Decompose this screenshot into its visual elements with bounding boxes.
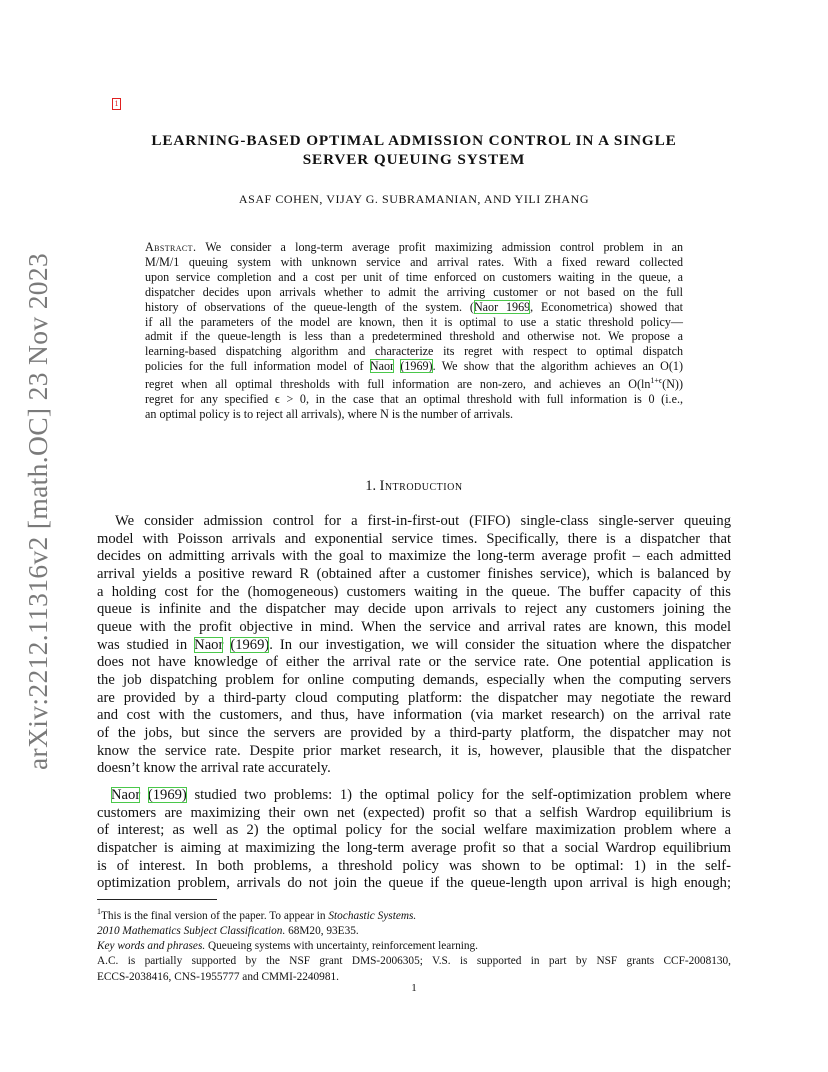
paragraph-line: queue with the profit objective in mind. When the service and arrival rates are known, this model bbox=[97, 618, 731, 635]
paragraph-line: is of interest. In both problems, a threshold policy was shown to be optimal: 1) in the self- bbox=[97, 857, 731, 874]
math-superscript: 1+ϵ bbox=[650, 376, 663, 386]
title-line-2: SERVER QUEUING SYSTEM bbox=[302, 151, 526, 168]
abstract-line: an optimal policy is to reject all arrivals), where N is the number of arrivals. bbox=[145, 407, 514, 421]
paragraph-2 bbox=[97, 787, 731, 893]
paragraph-1 bbox=[97, 513, 731, 778]
abstract-line: policies for the full information model of Naor (1969). We show that the algorithm achieves an O(1) bbox=[145, 359, 684, 374]
paragraph-line: a holding cost for the (homogeneous) customers waiting in the queue. The buffer capacity of this bbox=[97, 583, 731, 600]
citation-naor-year[interactable]: (1969) bbox=[230, 636, 270, 653]
abstract-line: upon service completion and a cost per unit of time enforced on customers waiting in the queue, a bbox=[145, 269, 683, 284]
paragraph-line: We consider admission control for a first-in-first-out (FIFO) single-class single-server queuing bbox=[115, 513, 731, 529]
citation-naor[interactable]: Naor bbox=[194, 636, 224, 653]
abstract-line: if all the parameters of the model are known, then it is optimal to use a static threshold policy— bbox=[145, 314, 683, 329]
paragraph-line: model with Poisson arrivals and exponential service times. Specifically, there is a dispatcher that bbox=[97, 530, 731, 547]
funding-note: A.C. is partially supported by the NSF grant DMS-2006305; V.S. is supported in part by NSF grants CCF-2008130, bbox=[97, 955, 731, 968]
abstract-label: Abstract. bbox=[145, 240, 197, 254]
title-footnote-link[interactable]: 1 bbox=[112, 98, 121, 110]
page-number: 1 bbox=[411, 982, 417, 994]
paragraph-line: Naor (1969) studied two problems: 1) the optimal policy for the self-optimization problem where bbox=[111, 787, 731, 803]
paragraph-line: queue is infinite and the dispatcher may decide upon arrivals to reject any customers joining the bbox=[97, 601, 731, 618]
footnotes bbox=[97, 904, 731, 985]
paragraph-line: doesn’t know the arrival rate accurately. bbox=[97, 760, 331, 777]
paper-title bbox=[100, 131, 728, 169]
abstract-line: learning-based dispatching algorithm and characterize its regret with respect to optimal dispatch bbox=[145, 344, 683, 359]
paragraph-line: the job dispatching problem for online computing demands, especially when the computing servers bbox=[97, 671, 731, 688]
section-title: Introduction bbox=[379, 478, 463, 494]
paragraph-line: and cost with the customers, and thus, have information (via market research) on the arrival rate bbox=[97, 707, 731, 724]
abstract bbox=[145, 240, 683, 422]
citation-naor[interactable]: Naor bbox=[369, 359, 395, 374]
footnote-divider bbox=[97, 899, 217, 900]
abstract-line: regret for any specified ϵ > 0, in the case that an optimal threshold with full information is 0 (i.e., bbox=[145, 392, 683, 407]
paragraph-line: decides on admitting arrivals with the goal to maximize the long-term average profit – each admitted bbox=[97, 548, 731, 565]
abstract-line: M/M/1 queuing system with unknown service and arrival rates. With a fixed reward collected bbox=[145, 254, 683, 269]
paragraph-line: was studied in Naor (1969). In our investigation, we will consider the situation where the dispatcher bbox=[97, 636, 731, 653]
citation-naor-year[interactable]: (1969) bbox=[147, 787, 187, 803]
abstract-line: regret when all optimal thresholds with full information are non-zero, and achieves an $O(\ln^{1+\epsilon}(N))$ bbox=[145, 376, 683, 392]
abstract-line: admit if the queue-length is less than a predetermined threshold and otherwise not. We propose a bbox=[145, 329, 683, 344]
footnote-1: $^1$This is the final version of the paper. To appear in Stochastic Systems. bbox=[97, 907, 417, 922]
abstract-line: history of observations of the queue-length of the system. (Naor 1969, Econometrica) showed that bbox=[145, 299, 684, 314]
section-number: 1. bbox=[365, 478, 377, 494]
citation-naor-1969[interactable]: Naor 1969 bbox=[473, 299, 531, 314]
msc-classification: 2010 Mathematics Subject Classification. 68M20, 93E35. bbox=[97, 924, 359, 937]
abstract-line: dispatcher decides upon arrivals whether to admit the arriving customer or not based on the full bbox=[145, 284, 683, 299]
paragraph-line: arrival yields a positive reward R (obtained after a customer finishes service), which is balanced by bbox=[97, 565, 731, 582]
funding-note-continued: ECCS-2038416, CNS-1955777 and CMMI-2240981. bbox=[97, 970, 339, 983]
paragraph-line: customers are maximizing their own net (expected) profit so that a selfish Wardrop equilibrium is bbox=[97, 804, 731, 821]
abstract-line: Abstract. We consider a long-term average profit maximizing admission control problem in an bbox=[145, 240, 683, 254]
keywords: Key words and phrases. Queueing systems with uncertainty, reinforcement learning. bbox=[97, 940, 478, 953]
paragraph-line: are provided by a third-party cloud computing platform: the dispatcher may negotiate the reward bbox=[97, 689, 731, 706]
arxiv-identifier-stamp[interactable]: arXiv:2212.11316v2 [math.OC] 23 Nov 2023 bbox=[22, 252, 53, 770]
paragraph-line: know the service rate. Despite prior market research, it is, however, plausible that the dispatcher bbox=[97, 742, 731, 759]
paragraph-line: does not have knowledge of either the arrival rate or the service rate. One potential application is bbox=[97, 654, 731, 671]
paragraph-line: dispatcher is aiming at maximizing the long-term average profit so that a social Wardrop equilibrium bbox=[97, 839, 731, 856]
paragraph-line: of the jobs, but since the servers are provided by a third-party platform, the dispatcher may not bbox=[97, 724, 731, 741]
title-line-1: LEARNING-BASED OPTIMAL ADMISSION CONTROL IN A SINGLE bbox=[151, 132, 677, 149]
citation-naor[interactable]: Naor bbox=[111, 787, 141, 803]
section-heading-introduction bbox=[100, 478, 728, 495]
paragraph-line: of interest; as well as 2) the optimal policy for the social welfare maximization problem where a bbox=[97, 822, 731, 839]
author-list: ASAF COHEN, VIJAY G. SUBRAMANIAN, AND YILI ZHANG bbox=[238, 192, 590, 206]
paragraph-line: optimization problem, arrivals do not join the queue if the queue-length upon arrival is high enough; bbox=[97, 875, 731, 892]
citation-naor-year[interactable]: (1969) bbox=[400, 359, 433, 374]
